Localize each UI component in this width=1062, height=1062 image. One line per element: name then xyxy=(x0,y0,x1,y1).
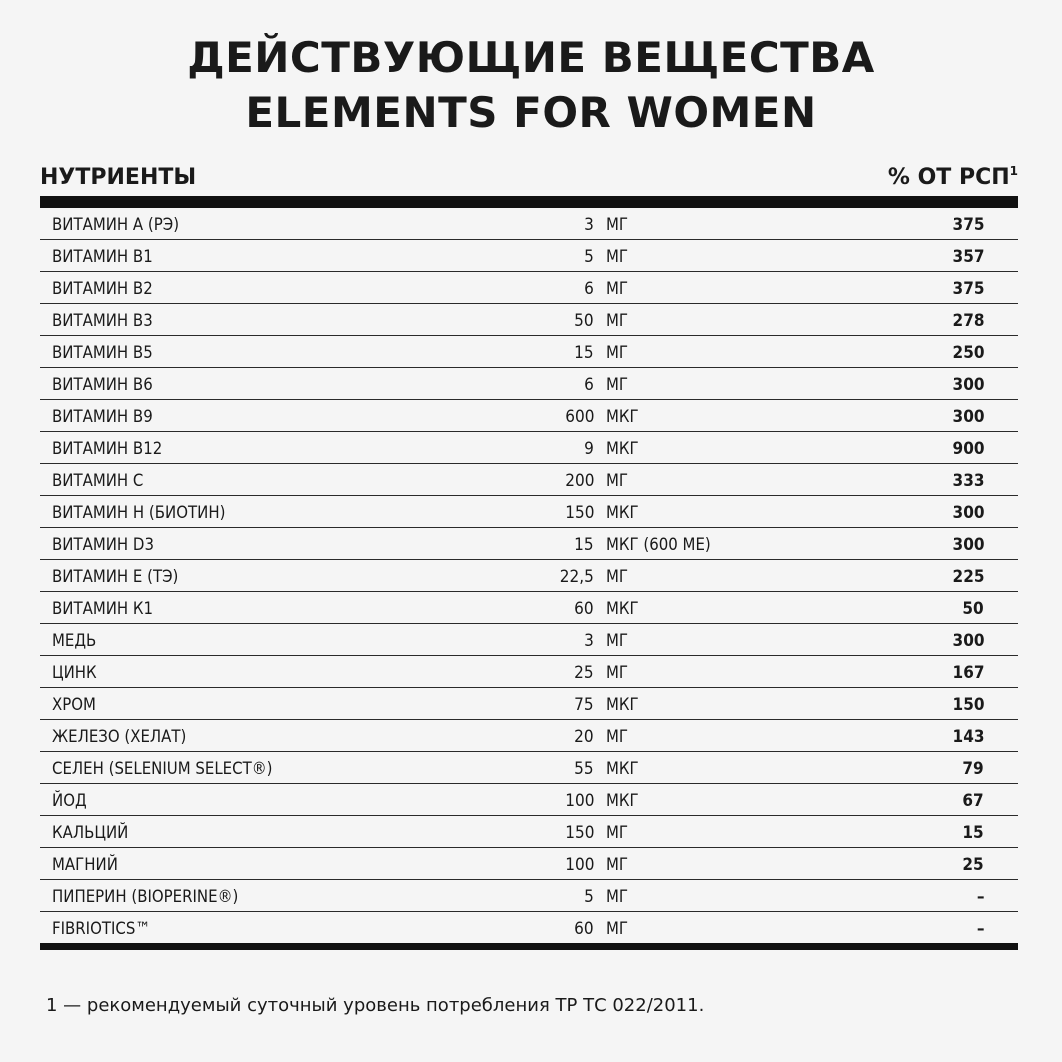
nutrient-amount: 3 xyxy=(584,215,594,235)
nutrient-percent: 300 xyxy=(952,535,984,555)
nutrient-name: ВИТАМИН В12 xyxy=(52,439,163,459)
nutrient-amount: 100 xyxy=(564,791,594,811)
nutrient-name: ВИТАМИН Е (ТЭ) xyxy=(52,567,179,587)
nutrient-percent: 225 xyxy=(952,567,984,587)
nutrient-name: ЦИНК xyxy=(52,663,97,683)
nutrient-unit: МКГ xyxy=(606,759,639,779)
nutrient-name: МЕДЬ xyxy=(52,631,97,651)
nutrient-amount: 22,5 xyxy=(559,567,594,587)
nutrient-amount: 5 xyxy=(584,887,594,907)
nutrient-percent: 278 xyxy=(952,311,984,331)
nutrient-unit: МГ xyxy=(606,855,629,875)
nutrient-percent: 300 xyxy=(952,503,984,523)
nutrient-amount: 5 xyxy=(584,247,594,267)
nutrient-unit: МГ xyxy=(606,727,629,747)
nutrient-unit: МГ xyxy=(606,823,629,843)
nutrient-unit: МКГ xyxy=(606,439,639,459)
nutrient-percent: – xyxy=(976,919,984,939)
nutrient-unit: МКГ xyxy=(606,599,639,619)
nutrient-unit: МГ xyxy=(606,663,629,683)
nutrient-percent: 300 xyxy=(952,375,984,395)
nutrient-name: ВИТАМИН В2 xyxy=(52,279,153,299)
nutrient-amount: 6 xyxy=(584,279,594,299)
nutrient-unit: МГ xyxy=(606,471,629,491)
table-row xyxy=(40,720,1018,752)
nutrient-unit: МГ xyxy=(606,375,629,395)
nutrient-unit: МГ xyxy=(606,279,629,299)
nutrient-percent: 900 xyxy=(952,439,984,459)
table-row xyxy=(40,912,1018,943)
nutrient-name: ПИПЕРИН (BIOPERINE®) xyxy=(52,887,239,907)
nutrient-unit: МГ xyxy=(606,215,629,235)
nutrient-amount: 50 xyxy=(574,311,594,331)
nutrient-percent: 300 xyxy=(952,631,984,651)
nutrient-percent: 375 xyxy=(952,279,984,299)
nutrient-percent: 25 xyxy=(962,855,984,875)
nutrient-percent: 300 xyxy=(952,407,984,427)
nutrient-name: ВИТАМИН С xyxy=(52,471,144,491)
nutrient-amount: 15 xyxy=(574,535,594,555)
table-row xyxy=(40,368,1018,400)
nutrient-percent: 375 xyxy=(952,215,984,235)
table-row xyxy=(40,688,1018,720)
table-row xyxy=(40,432,1018,464)
nutrient-unit: МГ xyxy=(606,919,629,939)
table-row xyxy=(40,240,1018,272)
table-row xyxy=(40,272,1018,304)
nutrient-amount: 150 xyxy=(564,503,594,523)
nutrient-unit: МГ xyxy=(606,247,629,267)
table-row xyxy=(40,752,1018,784)
nutrient-name: СЕЛЕН (SELENIUM SELECT®) xyxy=(52,759,273,779)
footnote: 1 — рекомендуемый суточный уровень потребления ТР ТС 022/2011. xyxy=(46,995,705,1016)
footnote-marker: 1 xyxy=(1009,164,1018,178)
nutrient-percent: 50 xyxy=(962,599,984,619)
nutrient-table xyxy=(40,196,1018,950)
table-row xyxy=(40,208,1018,240)
nutrient-percent: 15 xyxy=(962,823,984,843)
column-header-percent xyxy=(888,164,1018,192)
nutrient-name: ВИТАМИН D3 xyxy=(52,535,154,555)
nutrient-unit: МГ xyxy=(606,311,629,331)
nutrient-amount: 9 xyxy=(584,439,594,459)
nutrient-percent: 167 xyxy=(952,663,984,683)
nutrient-name: ВИТАМИН Н (БИОТИН) xyxy=(52,503,226,523)
nutrient-unit: МКГ (600 МЕ) xyxy=(606,535,711,555)
nutrient-amount: 55 xyxy=(574,759,594,779)
nutrient-amount: 60 xyxy=(574,919,594,939)
column-header-percent-label: % ОТ РСП xyxy=(887,165,1010,190)
table-row xyxy=(40,816,1018,848)
table-row xyxy=(40,592,1018,624)
product-name: ELEMENTS FOR WOMEN xyxy=(245,88,817,137)
nutrient-name: ЙОД xyxy=(52,791,87,811)
table-row xyxy=(40,880,1018,912)
table-row xyxy=(40,624,1018,656)
nutrient-amount: 15 xyxy=(574,343,594,363)
page-title: ДЕЙСТВУЮЩИЕ ВЕЩЕСТВА xyxy=(187,33,875,82)
nutrient-amount: 25 xyxy=(574,663,594,683)
nutrient-amount: 150 xyxy=(564,823,594,843)
column-header-nutrients: НУТРИЕНТЫ xyxy=(40,165,197,190)
table-row xyxy=(40,560,1018,592)
nutrient-unit: МКГ xyxy=(606,407,639,427)
nutrient-percent: 357 xyxy=(952,247,984,267)
nutrient-amount: 600 xyxy=(564,407,594,427)
nutrient-unit: МКГ xyxy=(606,791,639,811)
nutrient-percent: 150 xyxy=(952,695,984,715)
nutrient-unit: МГ xyxy=(606,343,629,363)
nutrient-name: ЖЕЛЕЗО (ХЕЛАТ) xyxy=(52,727,187,747)
nutrient-percent: 143 xyxy=(952,727,984,747)
nutrient-name: ВИТАМИН В1 xyxy=(52,247,153,267)
table-row xyxy=(40,496,1018,528)
nutrient-amount: 200 xyxy=(564,471,594,491)
nutrient-amount: 6 xyxy=(584,375,594,395)
nutrient-name: ВИТАМИН В9 xyxy=(52,407,153,427)
table-row xyxy=(40,656,1018,688)
nutrient-name: FIBRIOTICS™ xyxy=(52,919,151,939)
nutrient-amount: 20 xyxy=(574,727,594,747)
nutrient-name: ВИТАМИН В5 xyxy=(52,343,153,363)
nutrient-name: ХРОМ xyxy=(52,695,96,715)
nutrient-name: МАГНИЙ xyxy=(52,855,118,875)
nutrient-percent: 250 xyxy=(952,343,984,363)
nutrient-amount: 60 xyxy=(574,599,594,619)
nutrient-name: ВИТАМИН В6 xyxy=(52,375,153,395)
nutrient-amount: 100 xyxy=(564,855,594,875)
nutrient-name: ВИТАМИН К1 xyxy=(52,599,154,619)
table-row xyxy=(40,304,1018,336)
nutrient-percent: – xyxy=(976,887,984,907)
nutrient-amount: 3 xyxy=(584,631,594,651)
nutrient-percent: 333 xyxy=(952,471,984,491)
nutrient-unit: МГ xyxy=(606,567,629,587)
nutrient-amount: 75 xyxy=(574,695,594,715)
nutrient-percent: 67 xyxy=(962,791,984,811)
table-row xyxy=(40,528,1018,560)
table-row xyxy=(40,464,1018,496)
nutrient-unit: МКГ xyxy=(606,503,639,523)
table-row xyxy=(40,336,1018,368)
nutrient-name: КАЛЬЦИЙ xyxy=(52,823,129,843)
nutrient-unit: МГ xyxy=(606,887,629,907)
nutrient-percent: 79 xyxy=(962,759,984,779)
nutrient-unit: МГ xyxy=(606,631,629,651)
nutrient-name: ВИТАМИН А (РЭ) xyxy=(52,215,180,235)
table-row xyxy=(40,400,1018,432)
table-row xyxy=(40,784,1018,816)
nutrient-unit: МКГ xyxy=(606,695,639,715)
nutrient-name: ВИТАМИН В3 xyxy=(52,311,153,331)
table-row xyxy=(40,848,1018,880)
